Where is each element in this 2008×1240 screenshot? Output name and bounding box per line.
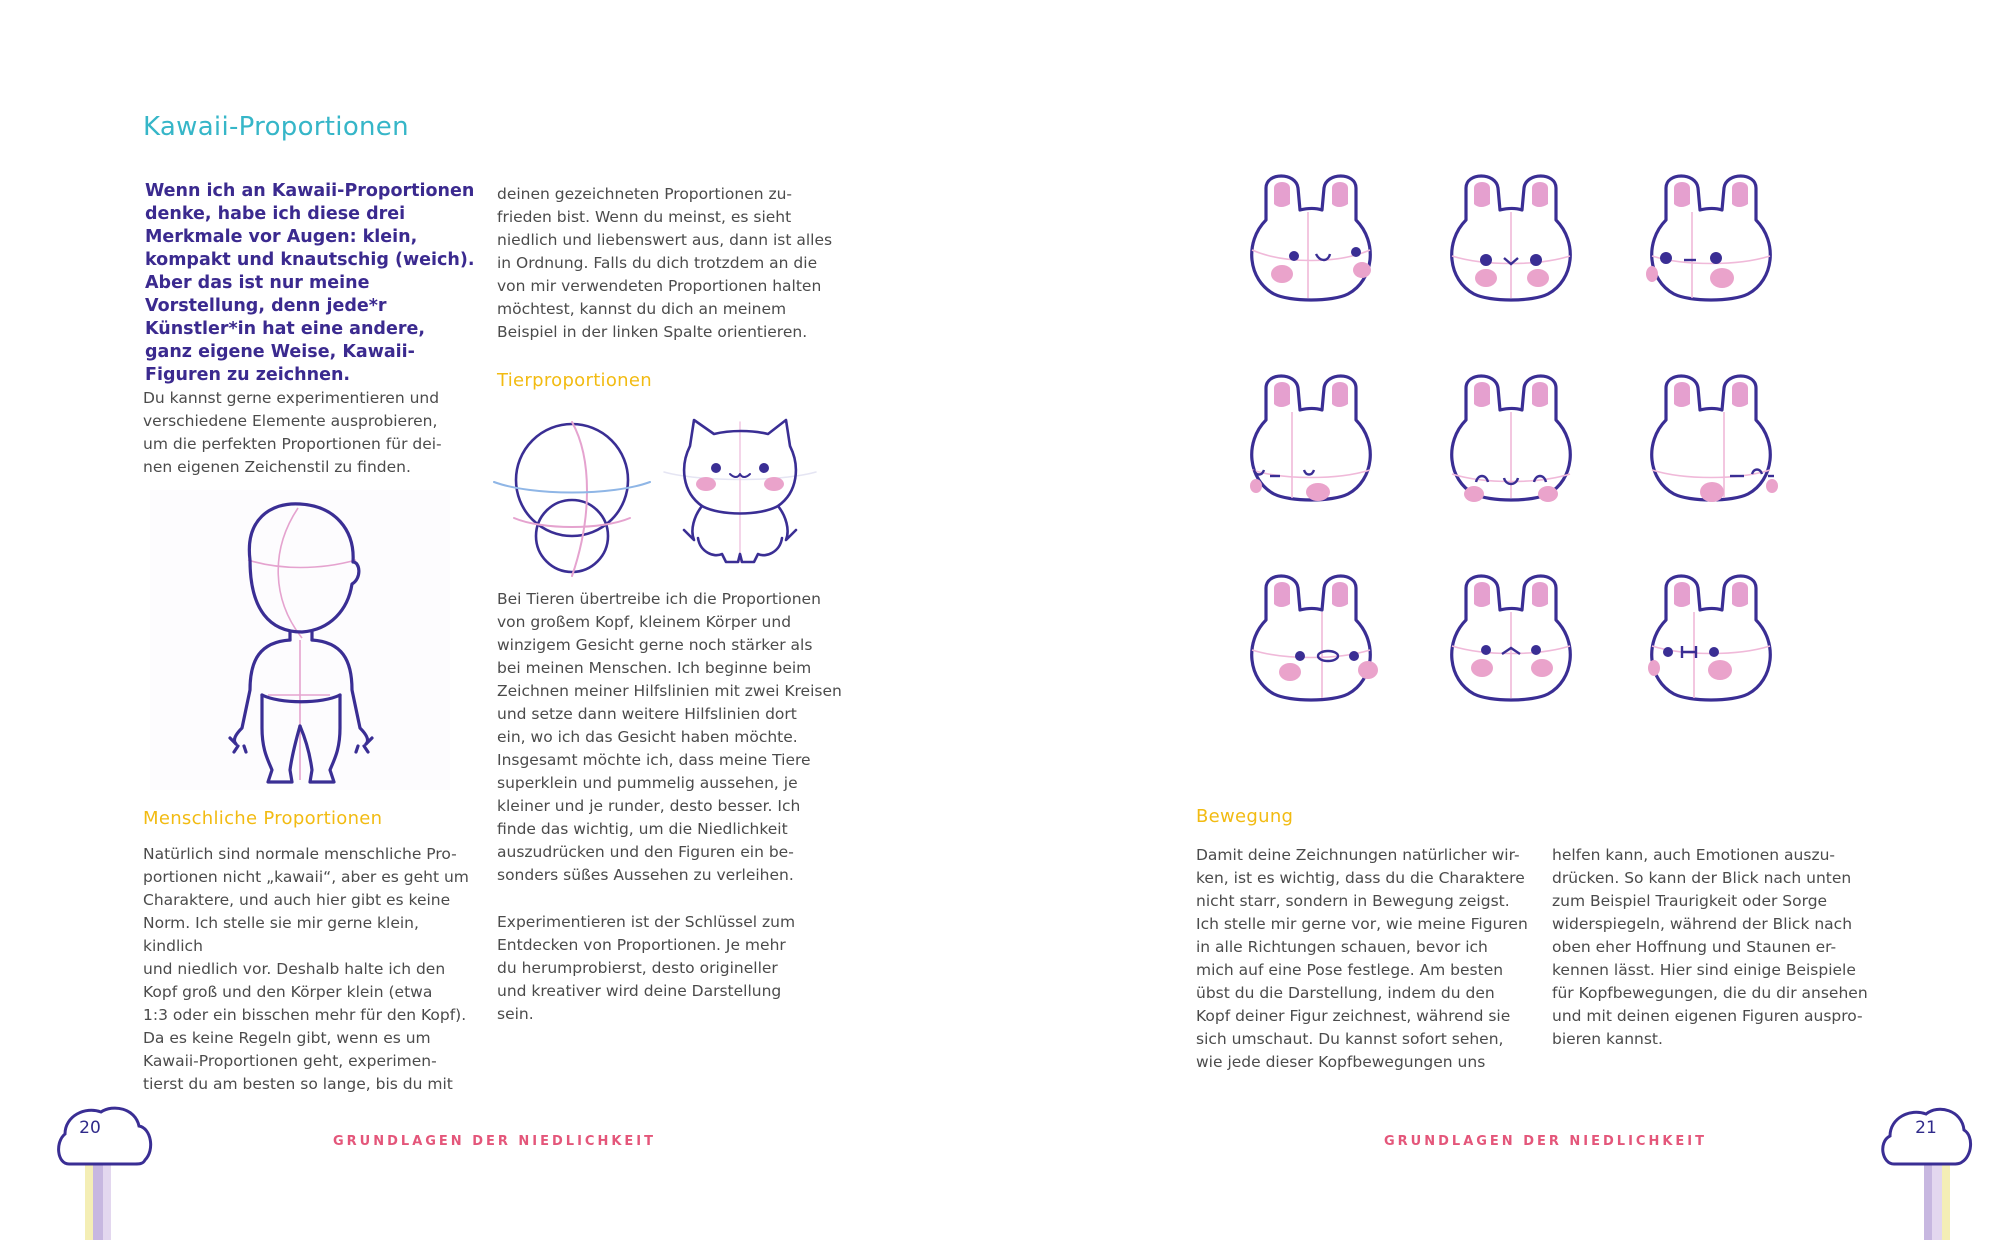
human-line: Kawaii-Proportionen geht, experimen- (143, 1052, 437, 1070)
bunny-head (1646, 176, 1770, 300)
movement-col1 (1196, 844, 1541, 1074)
child-figure-illustration (150, 490, 450, 790)
bunny-head (1648, 576, 1770, 700)
right-page (1004, 0, 2008, 1240)
cat-illustration (660, 412, 820, 572)
movement-line: sich umschaut. Du kannst sofort sehen, (1196, 1030, 1504, 1048)
col2-line: Beispiel in der linken Spalte orientieren. (497, 323, 808, 341)
page-title: Kawaii-Proportionen (143, 112, 409, 142)
animal-line: ein, wo ich das Gesicht haben möchte. (497, 728, 798, 746)
animal-line: und setze dann weitere Hilfslinien dort (497, 705, 797, 723)
movement-line: bieren kannst. (1552, 1030, 1663, 1048)
bunny-head (1252, 176, 1371, 300)
movement-line: oben eher Hoffnung und Staunen er- (1552, 938, 1837, 956)
col2-line: in Ordnung. Falls du dich trotzdem an die (497, 254, 818, 272)
bunny-head (1452, 576, 1571, 700)
heading-human-proportions: Menschliche Proportionen (143, 808, 383, 829)
running-head: GRUNDLAGEN DER NIEDLICHKEIT (1384, 1134, 1708, 1149)
col2-line: niedlich und liebenswert aus, dann ist alles (497, 231, 833, 249)
movement-line: in alle Richtungen schauen, bevor ich (1196, 938, 1488, 956)
animal-paragraph (497, 588, 842, 887)
animal-line: Bei Tieren übertreibe ich die Proportionen (497, 590, 821, 608)
page-number: 21 (1915, 1118, 1937, 1138)
animal-line: bei meinen Menschen. Ich beginne beim (497, 659, 812, 677)
human-paragraph (143, 843, 483, 1096)
col2-line: möchtest, kannst du dich an meinem (497, 300, 787, 318)
running-head: GRUNDLAGEN DER NIEDLICHKEIT (333, 1134, 657, 1149)
movement-line: kennen lässt. Hier sind einige Beispiele (1552, 961, 1856, 979)
movement-line: mich auf eine Pose festlege. Am besten (1196, 961, 1504, 979)
movement-line: und mit deinen eigenen Figuren auspro- (1552, 1007, 1863, 1025)
animal-line: winzigem Gesicht gerne noch stärker als (497, 636, 813, 654)
movement-line: für Kopfbewegungen, die du dir ansehen (1552, 984, 1868, 1002)
human-line: Da es keine Regeln gibt, wenn es um (143, 1029, 431, 1047)
human-line: Charaktere, und auch hier gibt es keine (143, 891, 451, 909)
movement-line: zum Beispiel Traurigkeit oder Sorge (1552, 892, 1828, 910)
intro-line: nen eigenen Zeichenstil zu finden. (143, 458, 411, 476)
intro-paragraph (143, 387, 483, 479)
experiment-line: Entdecken von Proportionen. Je mehr (497, 936, 786, 954)
experiment-line: du herumprobierst, desto origineller (497, 959, 778, 977)
movement-line: wie jede dieser Kopfbewegungen uns (1196, 1053, 1486, 1071)
col2-line: deinen gezeichneten Proportionen zu- (497, 185, 793, 203)
human-line: Kopf groß und den Körper klein (etwa (143, 983, 433, 1001)
heading-movement: Bewegung (1196, 806, 1294, 827)
human-line: 1:3 oder ein bisschen mehr für den Kopf). (143, 1006, 467, 1024)
movement-line: drücken. So kann der Blick nach unten (1552, 869, 1852, 887)
experiment-line: Experimentieren ist der Schlüssel zum (497, 913, 796, 931)
movement-line: widerspiegeln, während der Blick nach (1552, 915, 1853, 933)
intro-line: Du kannst gerne experimentieren und (143, 389, 440, 407)
animal-line: finde das wichtig, um die Niedlichkeit (497, 820, 788, 838)
human-line: Norm. Ich stelle sie mir gerne klein, kindlich (143, 914, 419, 955)
lead-paragraph: Wenn ich an Kawaii-Proportionen denke, habe ich diese drei Merkmale vor Augen: klein, kompakt und knautschig (weich). Aber das ist nur meine Vorstellung, denn jede*r Künstler*in hat eine andere, ganz eigene Weise, Kawaii-Figuren zu zeichnen. (145, 181, 475, 385)
movement-line: nicht starr, sondern in Bewegung zeigst. (1196, 892, 1510, 910)
bunny-head (1652, 376, 1778, 502)
movement-col2 (1552, 844, 1897, 1051)
animal-line: kleiner und je runder, desto besser. Ich (497, 797, 801, 815)
bunny-grid-illustration (1224, 160, 1804, 760)
movement-line: Kopf deiner Figur zeichnest, während sie (1196, 1007, 1511, 1025)
animal-line: von großem Kopf, kleinem Körper und (497, 613, 792, 631)
animal-line: Insgesamt möchte ich, dass meine Tiere (497, 751, 811, 769)
bunny-head (1452, 176, 1571, 300)
movement-line: helfen kann, auch Emotionen auszu- (1552, 846, 1836, 864)
circle-guides-illustration (492, 418, 652, 578)
experiment-line: und kreativer wird deine Darstellung (497, 982, 782, 1000)
intro-line: um die perfekten Proportionen für dei- (143, 435, 442, 453)
human-line: Natürlich sind normale menschliche Pro- (143, 845, 457, 863)
movement-line: übst du die Darstellung, indem du den (1196, 984, 1495, 1002)
movement-line: Ich stelle mir gerne vor, wie meine Figuren (1196, 915, 1528, 933)
col2-line: von mir verwendeten Proportionen halten (497, 277, 822, 295)
col2-top-paragraph (497, 183, 837, 344)
experiment-paragraph (497, 911, 842, 1026)
human-line: portionen nicht „kawaii“, aber es geht um (143, 868, 469, 886)
animal-line: Zeichnen meiner Hilfslinien mit zwei Kreisen (497, 682, 842, 700)
bunny-head (1452, 376, 1571, 502)
intro-line: verschiedene Elemente ausprobieren, (143, 412, 438, 430)
movement-line: ken, ist es wichtig, dass du die Charaktere (1196, 869, 1525, 887)
animal-line: superklein und pummelig aussehen, je (497, 774, 798, 792)
animal-line: sonders süßes Aussehen zu verleihen. (497, 866, 794, 884)
human-line: und niedlich vor. Deshalb halte ich den (143, 960, 446, 978)
bunny-head (1250, 376, 1370, 501)
experiment-line: sein. (497, 1005, 534, 1023)
page-number: 20 (79, 1118, 101, 1138)
human-line: tierst du am besten so lange, bis du mit (143, 1075, 453, 1093)
movement-line: Damit deine Zeichnungen natürlicher wir- (1196, 846, 1520, 864)
bunny-head (1252, 576, 1378, 700)
animal-line: auszudrücken und den Figuren ein be- (497, 843, 794, 861)
col2-line: frieden bist. Wenn du meinst, es sieht (497, 208, 792, 226)
heading-animal-proportions: Tierproportionen (497, 370, 652, 391)
